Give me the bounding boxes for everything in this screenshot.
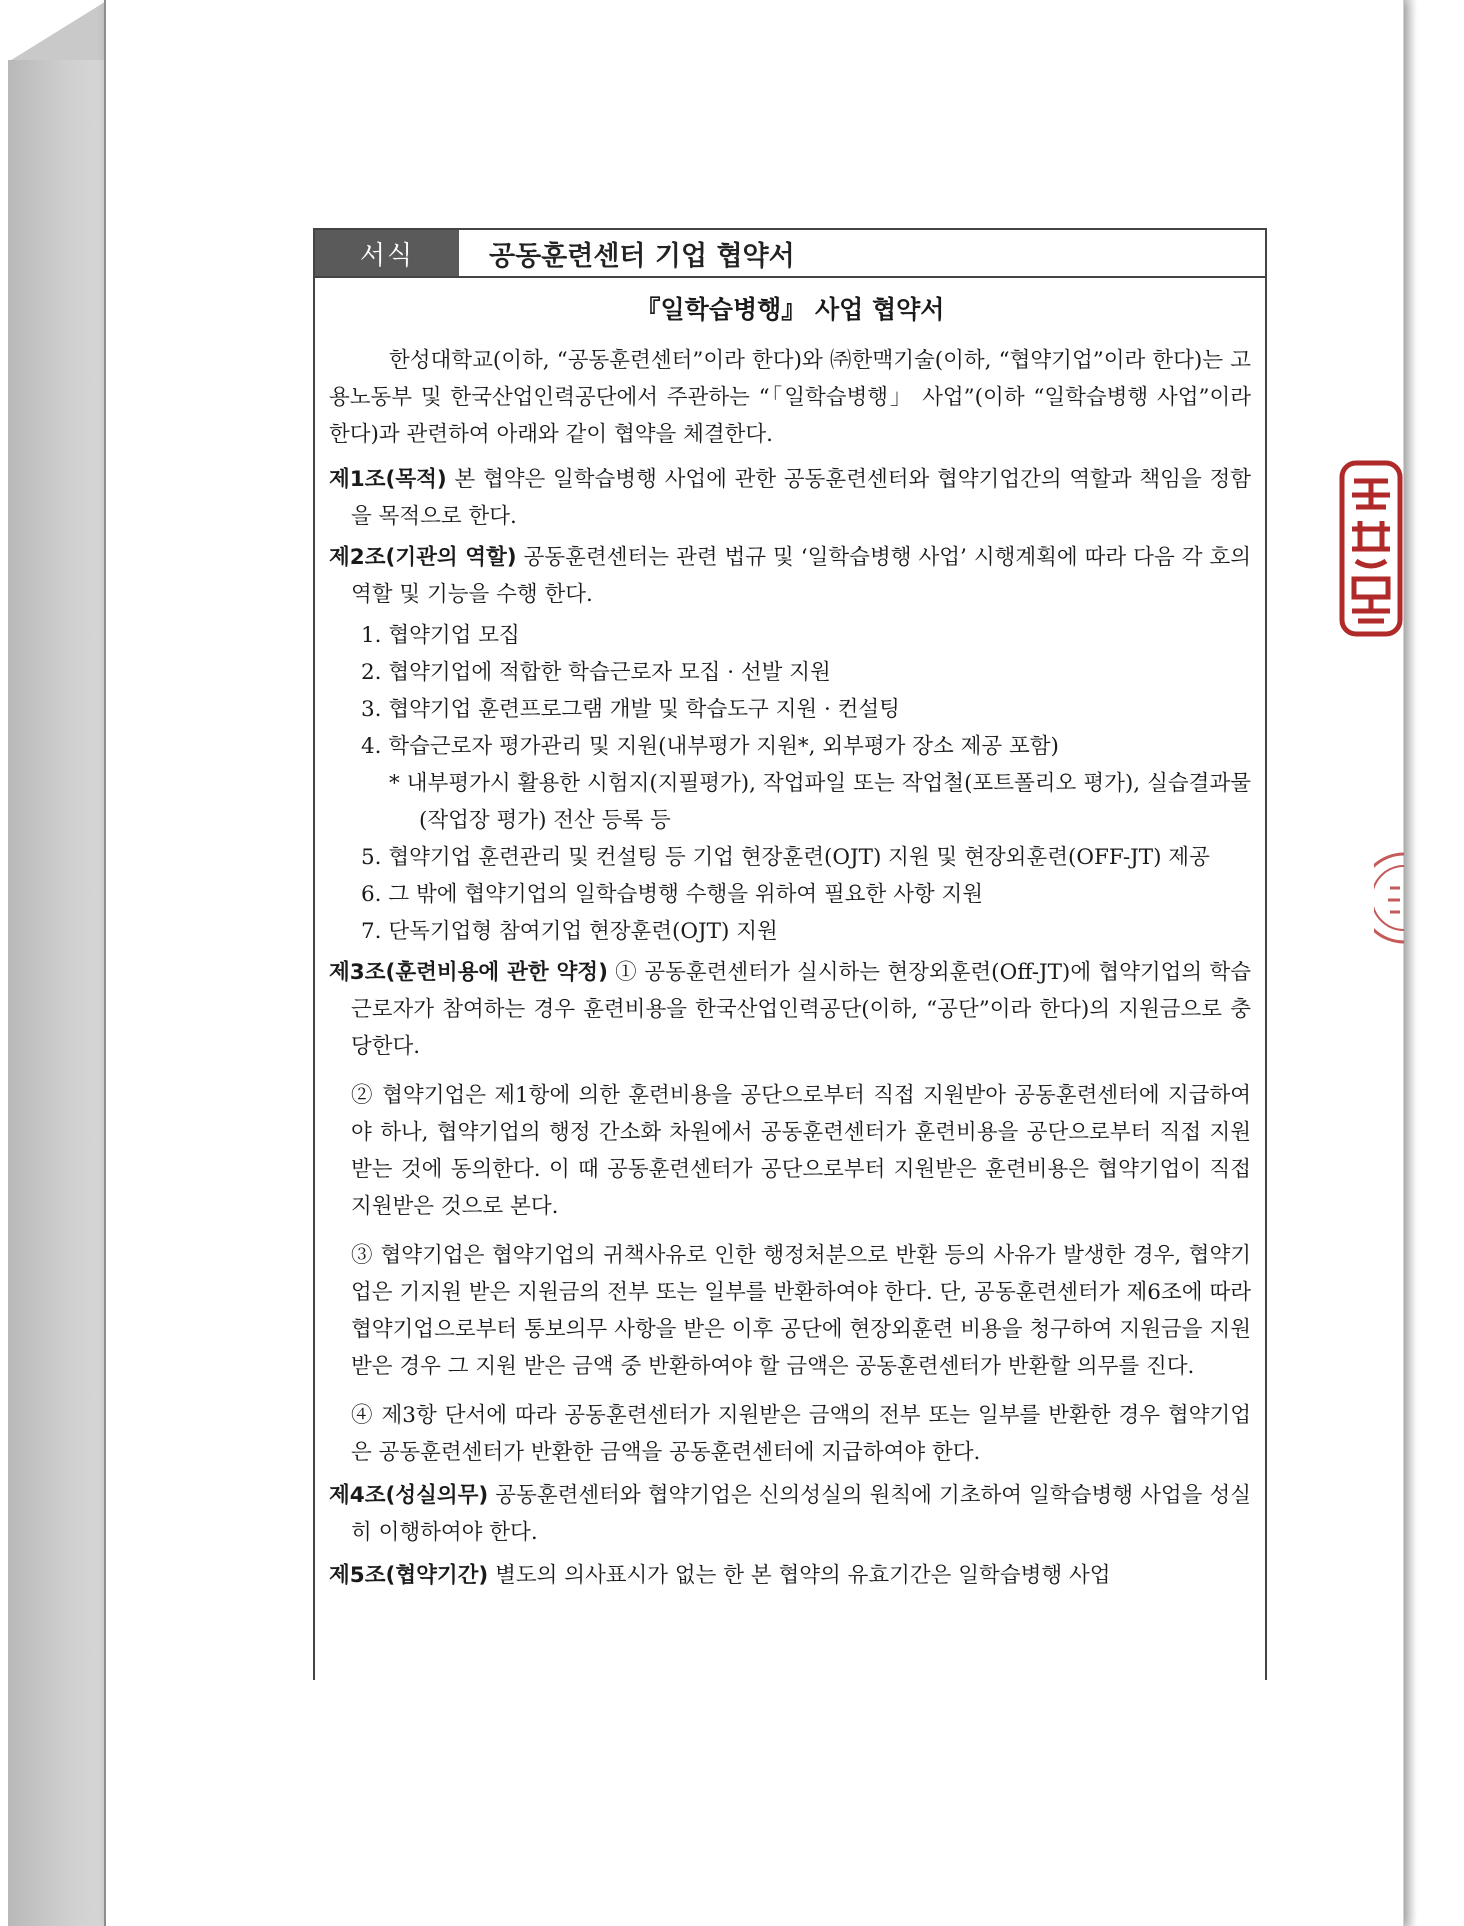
- list-item: 4. 학습근로자 평가관리 및 지원(내부평가 지원*, 외부평가 장소 제공 포함): [361, 734, 1059, 759]
- article-3-para-4: ④ 제3항 단서에 따라 공동훈련센터가 지원받은 금액의 전부 또는 일부를 반환한 경우 협약기업은 공동훈련센터가 반환한 금액을 공동훈련센터에 지급하여야 한다.: [351, 1403, 1251, 1465]
- list-item: 7. 단독기업형 참여기업 현장훈련(OJT) 지원: [361, 919, 778, 944]
- list-item: 5. 협약기업 훈련관리 및 컨설팅 등 기업 현장훈련(OJT) 지원 및 현장외훈련(OFF-JT) 제공: [361, 845, 1210, 870]
- article-2-list: [329, 617, 1251, 765]
- article-4-text: 공동훈련센터와 협약기업은 신의성실의 원칙에 기초하여 일학습병행 사업을 성실히 이행하여야 한다.: [351, 1483, 1251, 1545]
- article-2: [329, 539, 1251, 613]
- page-shadow: [1403, 0, 1417, 1926]
- list-item: 1. 협약기업 모집: [361, 623, 520, 648]
- article-2-text: 공동훈련센터는 관련 법규 및 ‘일학습병행 사업’ 시행계획에 따라 다음 각 호의 역할 및 기능을 수행 한다.: [351, 545, 1252, 607]
- article-4-label: 제4조(성실의무): [329, 1483, 489, 1508]
- article-5: [329, 1557, 1251, 1594]
- article-4: [329, 1477, 1251, 1551]
- article-5-label: 제5조(협약기간): [329, 1563, 489, 1588]
- red-seal-stamp: [1338, 459, 1404, 638]
- stack-corner: [8, 0, 108, 62]
- intro-paragraph: 한성대학교(이하, “공동훈련센터”이라 한다)와 ㈜한맥기술(이하, “협약기업”이라 한다)는 고용노동부 및 한국산업인력공단에서 주관하는 “「일학습병행」 사업”(이하 “일학습병행 사업”이라 한다)과 관련하여 아래와 같이 협약을 체결한다.: [329, 348, 1251, 447]
- form-header: [315, 230, 1265, 278]
- article-3-para-2: ② 협약기업은 제1항에 의한 훈련비용을 공단으로부터 직접 지원받아 공동훈련센터에 지급하여야 하나, 협약기업의 행정 간소화 차원에서 공동훈련센터가 훈련비용을 공단으로부터 직접 지원받는 것에 동의한다. 이 때 공동훈련센터가 공단으로부터 지원받은 훈련비용은 협약기업이 직접 지원받은 것으로 본다.: [351, 1083, 1251, 1219]
- form-tag: 서식: [315, 230, 459, 276]
- form-title: 공동훈련센터 기업 협약서: [489, 240, 795, 272]
- article-3: [329, 954, 1251, 1065]
- list-item: 2. 협약기업에 적합한 학습근로자 모집 · 선발 지원: [361, 660, 831, 685]
- article-2-note: * 내부평가시 활용한 시험지(지필평가), 작업파일 또는 작업철(포트폴리오 평가), 실습결과물(작업장 평가) 전산 등록 등: [389, 771, 1251, 833]
- page-edge: [104, 0, 106, 1926]
- list-item: 3. 협약기업 훈련프로그램 개발 및 학습도구 지원 · 컨설팅: [361, 697, 900, 722]
- article-3-label: 제3조(훈련비용에 관한 약정): [329, 960, 608, 985]
- paper-stack-side: [8, 60, 106, 1926]
- article-3-text: ① 공동훈련센터가 실시하는 현장외훈련(Off-JT)에 협약기업의 학습근로자가 참여하는 경우 훈련비용을 한국산업인력공단(이하, “공단”이라 한다)의 지원금으로 충당한다.: [351, 960, 1251, 1059]
- partial-seal-stamp: [1374, 848, 1404, 948]
- article-2-label: 제2조(기관의 역할): [329, 545, 517, 570]
- article-1: [329, 461, 1251, 535]
- list-item: 6. 그 밖에 협약기업의 일학습병행 수행을 위하여 필요한 사항 지원: [361, 882, 984, 907]
- article-2-list-cont: [329, 839, 1251, 950]
- agreement-form: [313, 228, 1267, 1680]
- agreement-title: 『일학습병행』 사업 협약서: [635, 295, 945, 324]
- form-body: [315, 278, 1265, 1594]
- article-1-label: 제1조(목적): [329, 467, 447, 492]
- article-5-text: 별도의 의사표시가 없는 한 본 협약의 유효기간은 일학습병행 사업: [488, 1563, 1111, 1588]
- article-3-para-3: ③ 협약기업은 협약기업의 귀책사유로 인한 행정처분으로 반환 등의 사유가 발생한 경우, 협약기업은 기지원 받은 지원금의 전부 또는 일부를 반환하여야 한다. 단, 공동훈련센터가 제6조에 따라 협약기업으로부터 통보의무 사항을 받은 이후 공단에 현장외훈련 비용을 청구하여 지원금을 지원 받은 경우 그 지원 받은 금액 중 반환하여야 할 금액은 공동훈련센터가 반환할 의무를 진다.: [351, 1243, 1251, 1379]
- article-1-text: 본 협약은 일학습병행 사업에 관한 공동훈련센터와 협약기업간의 역할과 책임을 정함을 목적으로 한다.: [351, 467, 1251, 529]
